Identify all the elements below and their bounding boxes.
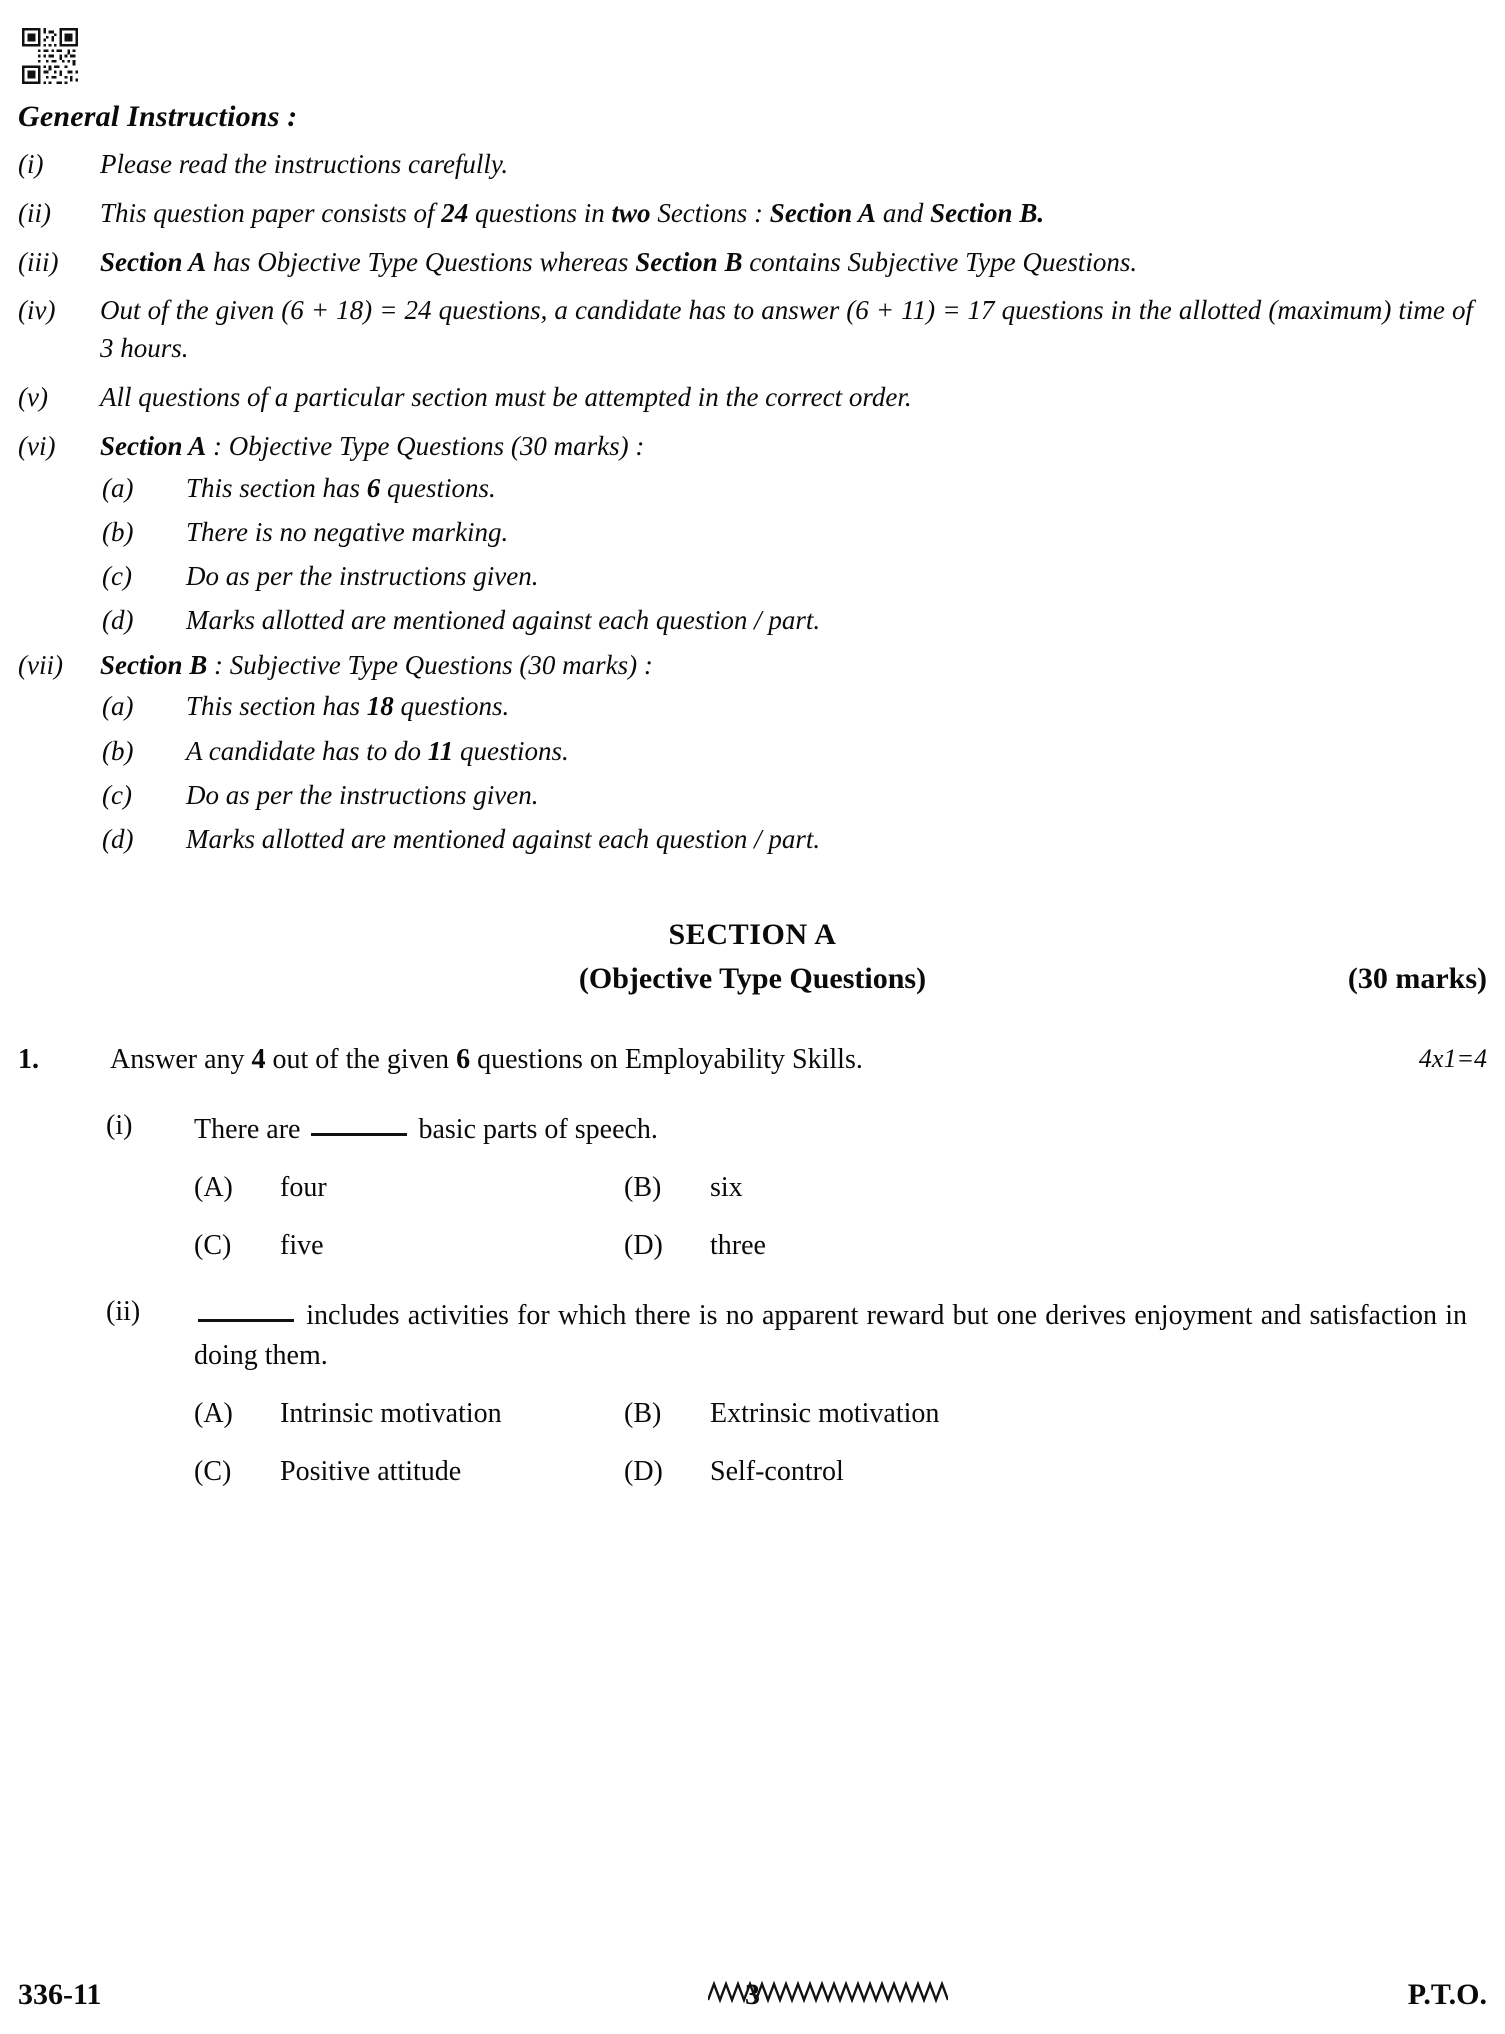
option-label: three [710, 1230, 766, 1262]
plain-text: All questions of a particular section must be attempted in the correct order. [100, 381, 912, 412]
instruction-marker: (vii) [18, 649, 63, 680]
pto-label: P.T.O. [1407, 1978, 1487, 2011]
option-key: (A) [194, 1397, 233, 1429]
option-key: (C) [194, 1455, 232, 1487]
option-label: Self-control [710, 1455, 844, 1487]
option-grid [18, 1398, 1487, 1488]
plain-text: Sections : [650, 197, 770, 228]
instruction-text [100, 244, 1487, 282]
page-number: 3 [745, 1978, 760, 2011]
sub-question-marker: (i) [106, 1110, 133, 1142]
sub-question-marker: (ii) [106, 1296, 141, 1328]
option-choice[interactable] [624, 1398, 1487, 1430]
instruction-subitem-marker: (a) [102, 691, 134, 722]
emphasis-text: 24 [441, 197, 469, 228]
squiggle-divider-icon [708, 1980, 948, 2006]
instruction-subitem-text [186, 733, 1487, 770]
instruction-item [18, 244, 1487, 282]
option-key: (B) [624, 1172, 662, 1204]
option-choice[interactable] [194, 1230, 624, 1262]
plain-text: Marks allotted are mentioned against each question / part. [186, 824, 821, 855]
section-b-instruction-group [18, 647, 1487, 859]
section-a-subtitle-line [18, 962, 1487, 996]
emphasis-text: 11 [427, 735, 454, 766]
plain-text: has Objective Type Questions whereas [206, 246, 636, 277]
emphasis-text: Section A [769, 197, 877, 228]
emphasis-text: Section B [635, 246, 743, 277]
instruction-subitem-marker: (c) [102, 779, 132, 810]
plain-text: questions. [453, 735, 569, 766]
answer-blank[interactable] [198, 1319, 294, 1322]
instruction-marker: (i) [18, 149, 44, 179]
section-b-note-header [18, 647, 1487, 685]
question-1-marks: 4x1=4 [1418, 1044, 1487, 1074]
instruction-text [100, 428, 1487, 466]
sub-question-text: includes activities for which there is no apparent reward but one derives enjoyment and satisfaction in doing them. [194, 1300, 1467, 1371]
instruction-subitem-marker: (d) [102, 824, 134, 855]
question-1-subquestions [18, 1110, 1487, 1487]
section-a-instruction-group [18, 428, 1487, 640]
section-a-note-header [18, 428, 1487, 466]
instruction-subitem [102, 470, 1487, 507]
general-instructions-heading: General Instructions : [18, 100, 298, 133]
question-1-block [18, 1044, 1487, 1487]
plain-text: Please read the instructions carefully. [100, 149, 509, 179]
option-row [194, 1398, 1487, 1430]
plain-text: This question paper consists of [100, 197, 442, 228]
section-a-subtitle: (Objective Type Questions) [578, 962, 927, 996]
plain-text: Do as per the instructions given. [186, 779, 539, 810]
question-1-stem [110, 1044, 1411, 1076]
section-b-note-subitems [18, 688, 1487, 858]
plain-text: questions. [380, 472, 496, 503]
section-a-marks: (30 marks) [1347, 962, 1487, 996]
instruction-subitem-text [186, 777, 1487, 814]
sub-question [18, 1110, 1487, 1150]
option-label: Extrinsic motivation [710, 1397, 940, 1429]
section-a-heading-block [18, 918, 1487, 996]
instruction-subitem [102, 821, 1487, 858]
instruction-item [18, 146, 1487, 184]
option-label: five [280, 1230, 324, 1262]
instruction-subitem [102, 688, 1487, 725]
instruction-marker: (v) [18, 381, 48, 412]
option-choice[interactable] [194, 1172, 624, 1204]
emphasis-text: 6 [366, 472, 381, 503]
instruction-text [100, 647, 1487, 685]
plain-text: Out of the given (6 + 18) = 24 questions, a candidate has to answer (6 + 11) = 17 questions in the allotted (maximum) time of 3 hours. [100, 295, 1473, 364]
instruction-text [100, 195, 1487, 233]
option-grid [18, 1172, 1487, 1262]
paper-content [18, 100, 1487, 1514]
option-key: (C) [194, 1230, 232, 1262]
plain-text: A candidate has to do [186, 735, 428, 766]
emphasis-text: Section B. [930, 197, 1045, 228]
plain-text: contains Subjective Type Questions. [742, 246, 1138, 277]
option-label: Intrinsic motivation [280, 1397, 502, 1429]
instruction-marker: (ii) [18, 197, 51, 228]
answer-blank[interactable] [311, 1133, 407, 1136]
emphasis-text: 18 [366, 691, 394, 722]
option-row [194, 1456, 1487, 1488]
emphasis-text: 4 [251, 1044, 266, 1076]
instruction-subitem-text [186, 821, 1487, 858]
emphasis-text: two [611, 197, 651, 228]
plain-text: Marks allotted are mentioned against each question / part. [186, 605, 821, 636]
section-a-title: SECTION A [668, 918, 837, 952]
instruction-subitem-text [186, 688, 1487, 725]
instruction-subitem-marker: (b) [102, 735, 134, 766]
plain-text: : Subjective Type Questions (30 marks) : [207, 649, 653, 680]
instruction-marker: (iv) [18, 295, 56, 326]
instruction-text [100, 146, 1487, 184]
option-choice[interactable] [624, 1456, 1487, 1488]
option-choice[interactable] [194, 1456, 624, 1488]
emphasis-text: Section A [100, 430, 207, 461]
option-key: (D) [624, 1455, 663, 1487]
plain-text: This section has [186, 691, 367, 722]
instruction-marker: (iii) [18, 246, 59, 277]
option-choice[interactable] [624, 1230, 1487, 1262]
instruction-item [18, 292, 1487, 368]
instruction-text [100, 292, 1487, 368]
general-instructions-list [18, 146, 1487, 417]
option-key: (B) [624, 1397, 662, 1429]
sub-question [18, 1296, 1487, 1376]
instruction-subitem-marker: (c) [102, 561, 132, 592]
emphasis-text: Section A [100, 246, 207, 277]
instruction-subitem [102, 514, 1487, 551]
instruction-marker: (vi) [18, 430, 56, 461]
instruction-item [18, 379, 1487, 417]
instruction-subitem [102, 558, 1487, 595]
emphasis-text: Section B [100, 649, 208, 680]
question-1-stem-row [18, 1044, 1487, 1076]
plain-text: This section has [186, 472, 367, 503]
qr-code-icon [22, 28, 78, 84]
option-row [194, 1230, 1487, 1262]
plain-text: There is no negative marking. [186, 516, 509, 547]
option-choice[interactable] [624, 1172, 1487, 1204]
instruction-subitem [102, 733, 1487, 770]
option-row [194, 1172, 1487, 1204]
instruction-subitem-marker: (b) [102, 516, 134, 547]
instruction-subitem-text [186, 514, 1487, 551]
question-1-number: 1. [18, 1044, 39, 1076]
instruction-subitem-text [186, 602, 1487, 639]
plain-text: questions. [393, 691, 510, 722]
option-key: (D) [624, 1230, 663, 1262]
section-a-note-subitems [18, 470, 1487, 640]
page-footer [18, 1968, 1487, 2012]
plain-text: out of the given [265, 1044, 457, 1076]
instruction-text [100, 379, 1487, 417]
plain-text: questions on Employability Skills. [470, 1044, 863, 1076]
option-label: Positive attitude [280, 1455, 462, 1487]
emphasis-text: 6 [456, 1044, 471, 1076]
option-label: six [710, 1172, 743, 1204]
instruction-subitem [102, 602, 1487, 639]
plain-text: questions in [468, 197, 612, 228]
instruction-subitem-text [186, 470, 1487, 507]
plain-text: : Objective Type Questions (30 marks) : [206, 430, 645, 461]
instruction-item [18, 195, 1487, 233]
plain-text: Do as per the instructions given. [186, 561, 539, 592]
instruction-subitem-marker: (d) [102, 605, 134, 636]
instruction-subitem [102, 777, 1487, 814]
plain-text: and [876, 197, 931, 228]
paper-code: 336-11 [18, 1978, 102, 2011]
plain-text: Answer any [110, 1044, 252, 1076]
option-label: four [280, 1172, 327, 1204]
instruction-subitem-text [186, 558, 1487, 595]
option-key: (A) [194, 1172, 233, 1204]
option-choice[interactable] [194, 1398, 624, 1430]
instruction-subitem-marker: (a) [102, 472, 134, 503]
sub-question-text: There are basic parts of speech. [194, 1114, 658, 1146]
